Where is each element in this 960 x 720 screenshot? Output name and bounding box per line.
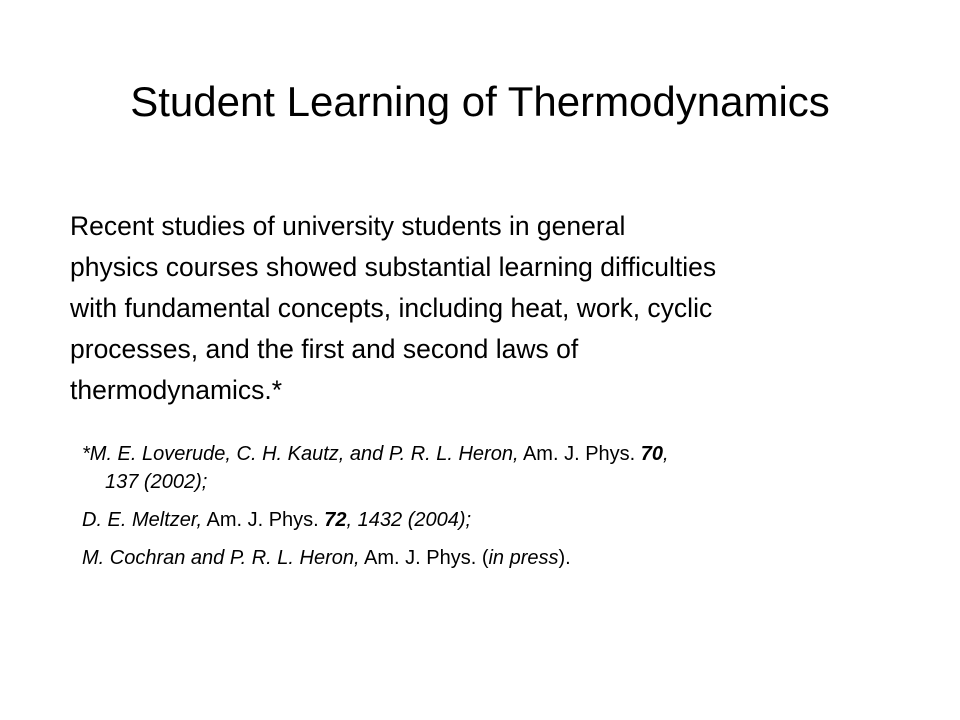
- ref-authors: M. Cochran and P. R. L. Heron,: [82, 547, 360, 569]
- slide-title: Student Learning of Thermodynamics: [130, 78, 830, 125]
- body-line: with fundamental concepts, including heat, work, cyclic: [70, 293, 713, 323]
- ref-note: in press: [488, 547, 559, 569]
- ref-authors: D. E. Meltzer,: [82, 509, 203, 531]
- ref-rest: ).: [558, 547, 571, 569]
- ref-journal: Am. J. Phys.: [202, 509, 325, 531]
- ref-rest-continued: 137 (2002);: [105, 471, 208, 493]
- reference-loverude: [82, 440, 922, 496]
- body-line: Recent studies of university students in general: [70, 211, 626, 241]
- ref-volume: 72: [324, 509, 347, 531]
- body-line: thermodynamics.*: [70, 375, 283, 405]
- body-line: processes, and the first and second laws of: [70, 334, 579, 364]
- ref-journal: Am. J. Phys.: [518, 443, 641, 465]
- ref-journal: Am. J. Phys. (: [359, 547, 489, 569]
- ref-authors: *M. E. Loverude, C. H. Kautz, and P. R. L. Heron,: [82, 443, 519, 465]
- ref-volume: 70: [640, 443, 664, 465]
- body-paragraph: [70, 206, 930, 411]
- ref-rest: ,: [663, 443, 669, 465]
- ref-rest: , 1432 (2004);: [346, 509, 472, 531]
- references: [82, 440, 922, 572]
- reference-meltzer: [82, 506, 922, 534]
- body-line: physics courses showed substantial learning difficulties: [70, 252, 717, 282]
- reference-cochran: [82, 544, 922, 572]
